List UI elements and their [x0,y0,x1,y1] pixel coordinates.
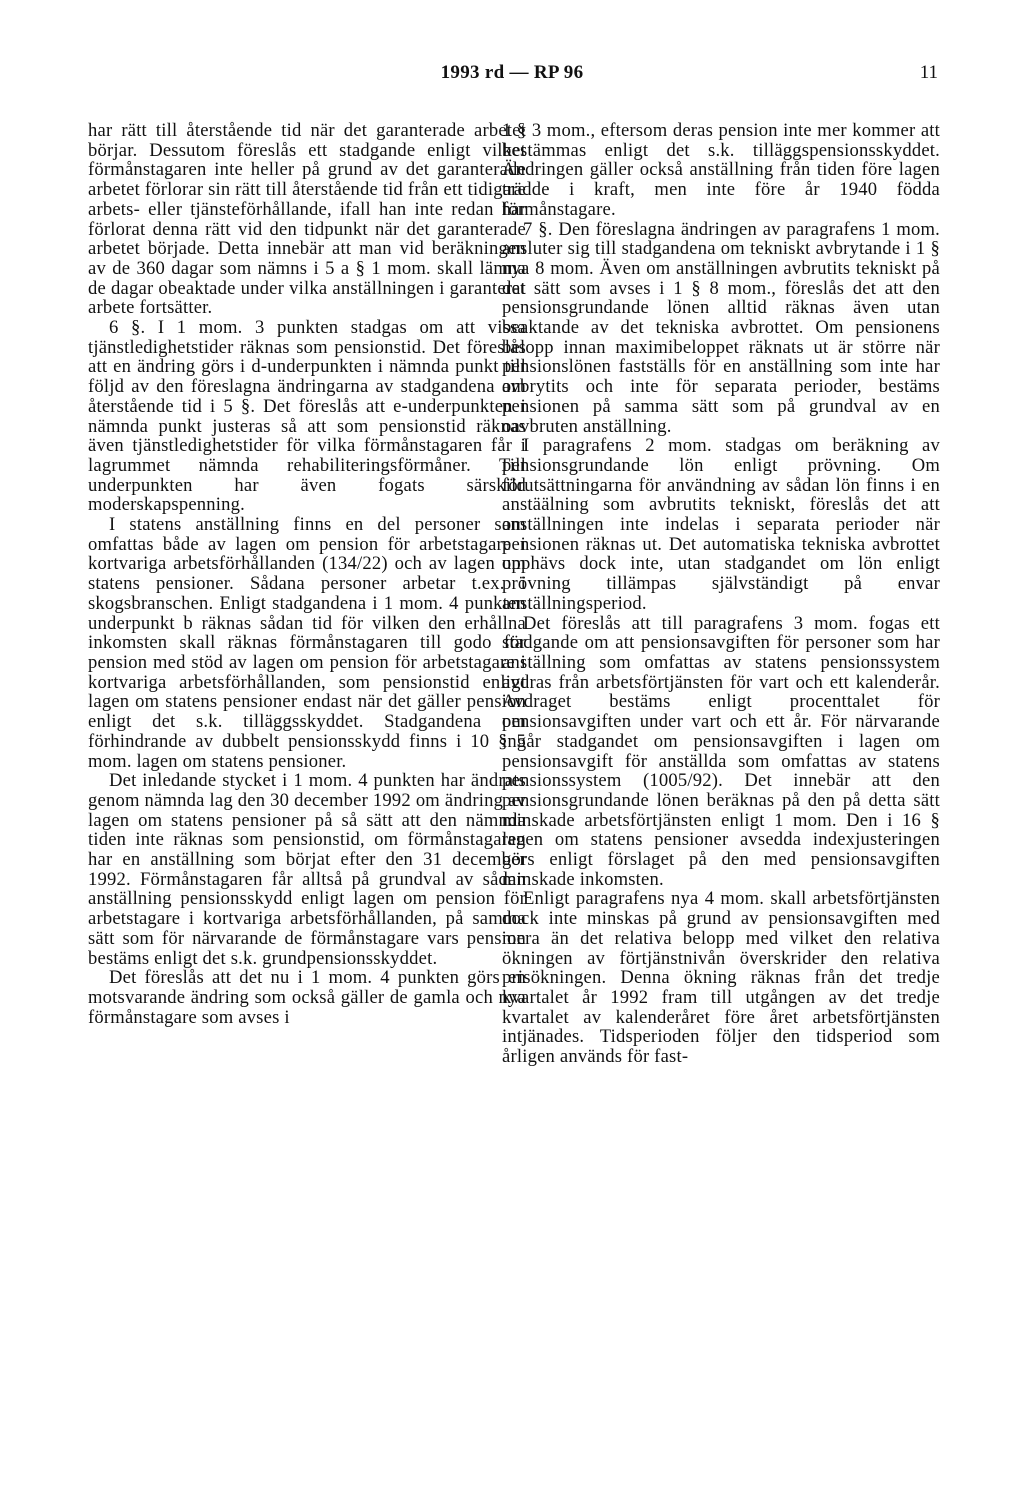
paragraph: Det inledande stycket i 1 mom. 4 punkten har ändrats genom nämnda lag den 30 december 1992 om ändring av lagen om statens pensioner på så sätt att den nämnda tiden inte räknas som pensionstid, om förmånstagaren har en anställning som börjat efter den 31 december 1992. Förmånstagaren får alltså på grundval av sådan anställning pensionsskydd enligt lagen om pension för arbetstagare i kortvariga arbetsförhållanden, på samma sätt som för närvarande de förmånstagare vars pension bestäms enligt det s.k. grundpensionsskyddet. [88,770,526,969]
paragraph: har rätt till återstående tid när det garanterade arbetet börjar. Dessutom föreslås ett stadgande enligt vilket förmånstagaren inte heller på grund av det garanterade arbetet förlorar sin rätt till återstående tid från ett tidigare arbets- eller tjänsteförhållande, ifall han inte redan har förlorat denna rätt vid den tidpunkt när det garanterade arbetet började. Detta innebär att man vid beräkningen av de 360 dagar som nämns i 5 a § 1 mom. skall lämna de dagar obeaktade under vilka anställningen i garanterat arbete fortsätter. [88,120,526,319]
paragraph: Det föreslås att det nu i 1 mom. 4 punkten görs en motsvarande ändring som också gäller de gamla och nya förmånstagare som avses i [88,967,526,1028]
paragraph: I paragrafens 2 mom. stadgas om beräkning av pensionsgrundande lön enligt prövning. Om förutsättningarna för användning av sådan lön finns i en anstäälning som avbrutits tekniskt, föreslås det att anställningen inte indelas i separata perioder när pensionen räknas ut. Det automatiska tekniska avbrottet upphävs dock inte, utan stadgandet om lön enligt prövning tillämpas självständigt på envar anställningsperiod. [502,435,940,614]
paragraph: Enligt paragrafens nya 4 mom. skall arbetsförtjänsten dock inte minskas på grund av pensionsavgiften med mera än det relativa belopp med vilket den relativa ökningen av förtjänstnivån överskrider den relativa prisökningen. Denna ökning räknas från det tredje kvartalet år 1992 fram till utgången av det tredje kvartalet av kalenderåret före året arbetsförtjänsten intjänades. Tidsperioden följer den tidsperiod som årligen används för fast- [502,888,940,1068]
paragraph: 1 § 3 mom., eftersom deras pension inte mer kommer att bestämmas enligt det s.k. tilläggspensionsskyddet. Ändringen gäller också anställning från tiden före lagen trädde i kraft, men inte före år 1940 födda förmånstagare. [502,120,940,220]
page-number: 11 [919,62,938,83]
left-column [88,121,526,1027]
page-header [0,62,1024,86]
paragraph: 7 §. Den föreslagna ändringen av paragrafens 1 mom. ansluter sig till stadgandena om tekniskt avbrytande i 1 § nya 8 mom. Även om anställningen avbrutits tekniskt på det sätt som avses i 1 § 8 mom., föreslås det att den pensionsgrundande lönen alltid räknas även utan beaktande av det tekniska avbrottet. Om pensionens belopp innan maximibeloppet räknats ut är större när pensionslönen fastställs för en anställning som inte har avbrytits och inte för separata perioder, bestäms pensionen på samma sätt som på grundval av en oavbruten anställning. [502,218,940,437]
paragraph: I statens anställning finns en del personer som omfattas både av lagen om pension för arbetstagare i kortvariga arbetsförhållanden (134/22) och av lagen om statens pensioner. Sådana personer arbetar t.ex. i skogsbranschen. Enligt stadgandena i 1 mom. 4 punkten underpunkt b räknas sådan tid för vilken den erhållna inkomsten skall räknas förmånstagaren till godo för pension med stöd av lagen om pension för arbetstagare i kortvariga arbetsförhållanden, som pensionstid enligt lagen om statens pensioner endast när det gäller pension enligt det s.k. tilläggsskyddet. Stadgandena om förhindrande av dubbelt pensionsskydd finns i 10 § 5 mom. lagen om statens pensioner. [88,514,526,772]
paragraph: Det föreslås att till paragrafens 3 mom. fogas ett stadgande om att pensionsavgiften för personer som har anställning som omfattas av statens pensionssystem avdras från arbetsförtjänsten för vart och ett kalenderår. Avdraget bestäms enligt procenttalet för pensionsavgiften under vart och ett år. För närvarande ingår stadgandet om pensionsavgiften i lagen om pensionsavgift för anställda som omfattas av statens pensionssystem (1005/92). Det innebär att den pensionsgrundande lönen beräknas på den på detta sätt minskade arbetsförtjänsten enligt 1 mom. Den i 16 § lagen om statens pensioner avsedda indexjusteringen görs enligt förslaget på den med pensionsavgiften minskade inkomsten. [502,612,940,890]
right-column [502,121,940,1067]
paragraph: 6 §. I 1 mom. 3 punkten stadgas om att vissa tjänstledighetstider räknas som pensionstid. Det föreslås att en ändring görs i d-underpunkten i nämnda punkt till följd av den föreslagna ändringarna av stadgandena om återstående tid i 5 §. Det föreslås att e-underpunkten i nämnda punkt justeras så att som pensionstid räknas även tjänstledighetstider för vilka förmånstagaren får i lagrummet nämnda rehabiliteringsförmåner. Till underpunkten har även fogats särskild moderskapspenning. [88,317,526,516]
running-title: 1993 rd — RP 96 [440,62,584,83]
